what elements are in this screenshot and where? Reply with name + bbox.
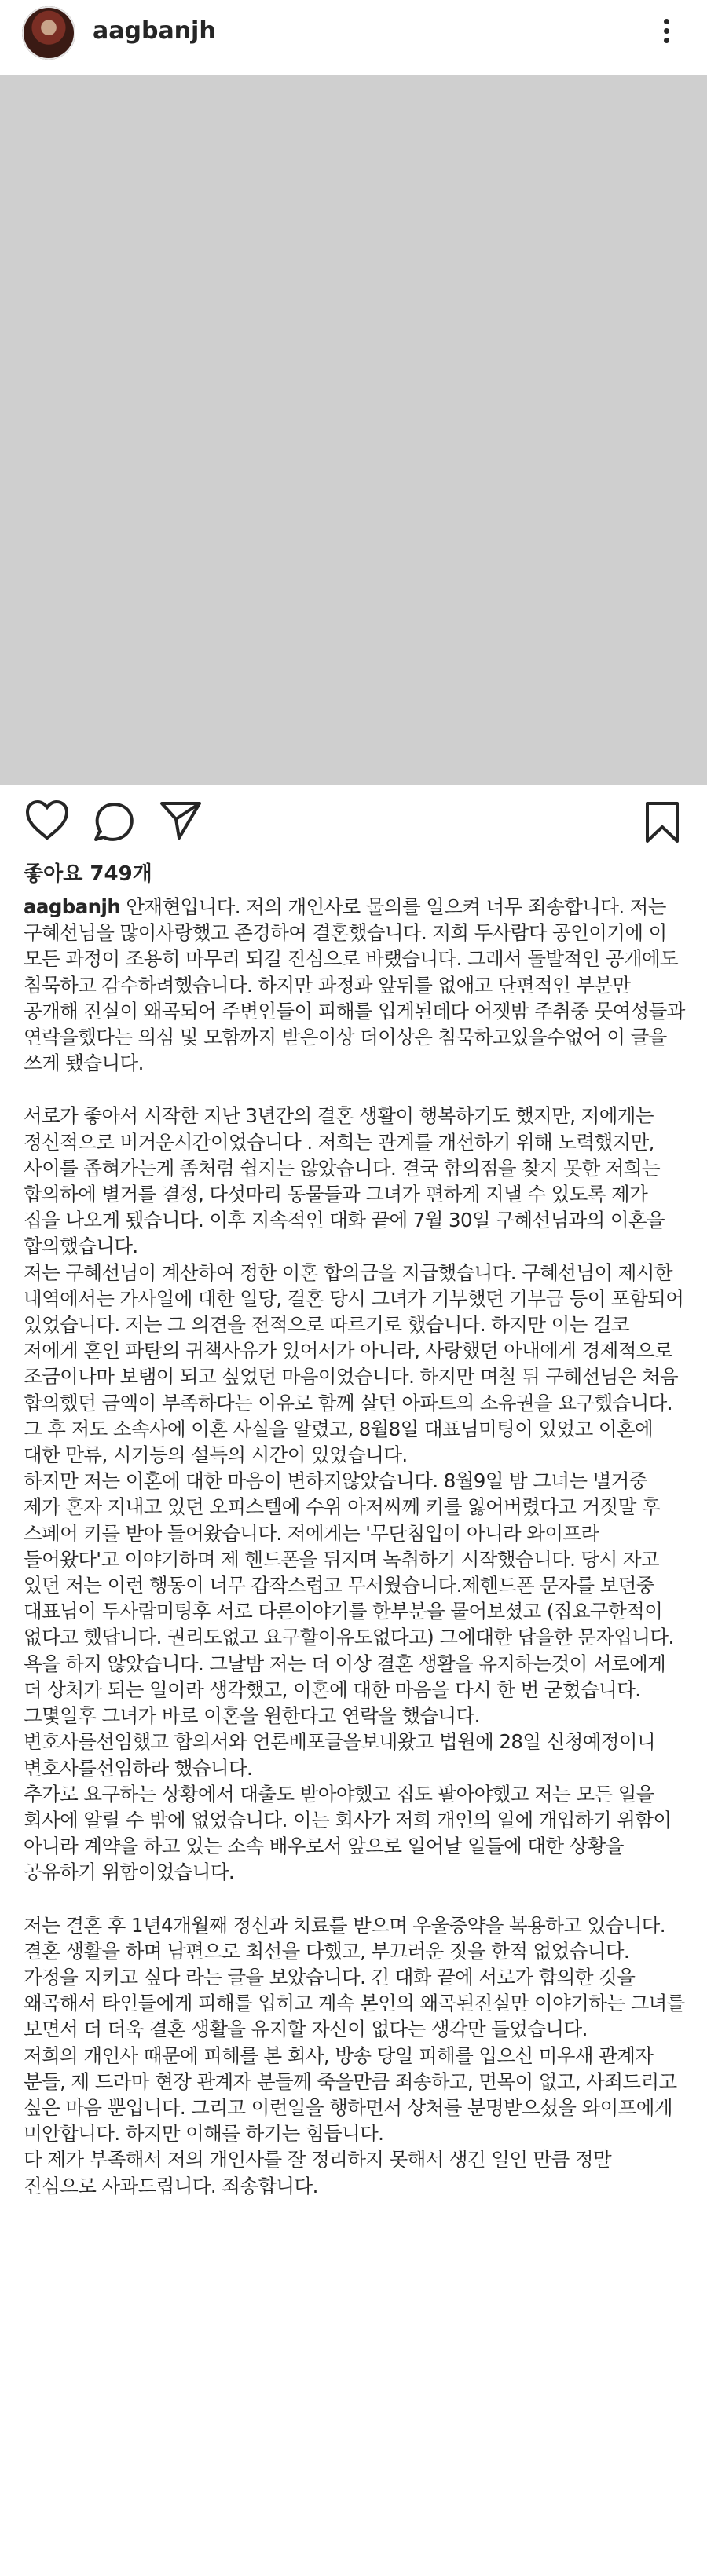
like-count[interactable]: 좋아요 749개 (24, 862, 152, 886)
caption-paragraph: 변호사를선임했고 합의서와 언론배포글을보내왔고 법원에 28일 신청예정이니 변호사를선임하라 했습니다. (24, 1730, 656, 1780)
share-icon[interactable] (159, 800, 203, 841)
post-image[interactable] (0, 75, 707, 785)
caption-paragraph: 그몇일후 그녀가 바로 이혼을 원한다고 연락을 했습니다. (24, 1704, 480, 1728)
caption-intro: 안재현입니다. 저의 개인사로 물의를 일으켜 너무 죄송합니다. 저는 구혜선님을 많이사랑했고 존경하여 결혼했습니다. 저희 두사람다 공인이기에 이 모든 과정이 조용히 마무리 되길 진심으로 바랬습니다. 그래서 돌발적인 공개에도 침묵하고 감수하려했습니다. 하지만 과정과 앞뒤를 없애고 단편적인 부분만 공개해 진실이 왜곡되어 주변인들이 피해를 입게된데다 어젯밤 주취중 뭇여성들과 연락을했다는 의심 및 모함까지 받은이상 더이상은 침묵하고있을수없어 이 글을 쓰게 됐습니다. (24, 895, 685, 1075)
caption-paragraph: 추가로 요구하는 상황에서 대출도 받아야했고 집도 팔아야했고 저는 모든 일을 회사에 알릴 수 밖에 없었습니다. 이는 회사가 저희 개인의 일에 개입하기 위함이 아니라 계약을 하고 있는 소속 배우로서 앞으로 일어날 일들에 대한 상황을 공유하기 위함이었습니다. (24, 1782, 672, 1884)
avatar[interactable] (22, 6, 75, 60)
caption-paragraph: 저는 구혜선님이 계산하여 정한 이혼 합의금을 지급했습니다. 구혜선님이 제시한 내역에서는 가사일에 대한 일당, 결혼 당시 그녀가 기부했던 기부금 등이 포함되어 있었습니다. 저는 그 의견을 전적으로 따르기로 했습니다. 하지만 이는 결코 저에게 혼인 파탄의 귀책사유가 있어서가 아니라, 사랑했던 아내에게 경제적으로 조금이나마 보탬이 되고 싶었던 마음이었습니다. 하지만 며칠 뒤 구혜선님은 처음 합의했던 금액이 부족하다는 이유로 함께 살던 아파트의 소유권을 요구했습니다. (24, 1261, 684, 1414)
post-caption (24, 894, 687, 2199)
caption-username[interactable]: aagbanjh (24, 895, 121, 918)
caption-paragraph: 서로가 좋아서 시작한 지난 3년간의 결혼 생활이 행복하기도 했지만, 저에게는 정신적으로 버거운시간이었습니다 . 저희는 관계를 개선하기 위해 노력했지만, 사이를 좁혀가는게 좀처럼 쉽지는 않았습니다. 결국 합의점을 찾지 못한 저희는 합의하에 별거를 결정, 다섯마리 동물들과 그녀가 편하게 지낼 수 있도록 제가 집을 나오게 됐습니다. 이후 지속적인 대화 끝에 7월 30일 구혜선님과의 이혼을 합의했습니다. (24, 1104, 665, 1258)
caption-paragraph: 그 후 저도 소속사에 이혼 사실을 알렸고, 8월8일 대표님미팅이 있었고 이혼에 대한 만류, 시기등의 설득의 시간이 있었습니다. (24, 1417, 654, 1467)
post-header (0, 0, 707, 75)
caption-paragraph: 하지만 저는 이혼에 대한 마음이 변하지않았습니다. 8월9일 밤 그녀는 별거중 제가 혼자 지내고 있던 오피스텔에 수위 아저씨께 키를 잃어버렸다고 거짓말 후 스페어 키를 받아 들어왔습니다. 저에게는 '무단침입이 아니라 와이프라 들어왔다'고 이야기하며 제 핸드폰을 뒤지며 녹취하기 시작했습니다. 당시 자고 있던 저는 이런 행동이 너무 갑작스럽고 무서웠습니다.제핸드폰 문자를 보던중 대표님이 두사람미팅후 서로 다른이야기를 한부분을 물어보셨고 (집요구한적이 없다고 했답니다. 권리도없고 요구할이유도없다고) 그에대한 답을한 문자입니다. 욕을 하지 않았습니다. 그날밤 저는 더 이상 결혼 생활을 유지하는것이 서로에게 더 상처가 되는 일이라 생각했고, 이혼에 대한 마음을 다시 한 번 굳혔습니다. (24, 1469, 674, 1701)
caption-paragraph: 저는 결혼 후 1년4개월째 정신과 치료를 받으며 우울증약을 복용하고 있습니다. 결혼 생활을 하며 남편으로 최선을 다했고, 부끄러운 짓을 한적 없었습니다. 가정을 지키고 싶다 라는 글을 보았습니다. 긴 대화 끝에 서로가 합의한 것을 왜곡해서 타인들에게 피해를 입히고 계속 본인의 왜곡된진실만 이야기하는 그녀를 보면서 더 더욱 결혼 생활을 유지할 자신이 없다는 생각만 들었습니다. (24, 1913, 685, 2041)
more-options-icon[interactable] (650, 16, 682, 50)
caption-paragraph: 저희의 개인사 때문에 피해를 본 회사, 방송 당일 피해를 입으신 미우새 관계자 분들, 제 드라마 현장 관계자 분들께 죽을만큼 죄송하고, 면목이 없고, 사죄드리고 싶은 마음 뿐입니다. 그리고 이런일을 행하면서 상처를 분명받으셨을 와이프에게 미안합니다. 하지만 이해를 하기는 힘듭니다. (24, 2044, 677, 2146)
bookmark-icon[interactable] (644, 800, 680, 844)
comment-icon[interactable] (93, 800, 135, 843)
heart-icon[interactable] (25, 800, 69, 841)
caption-paragraph: 다 제가 부족해서 저의 개인사를 잘 정리하지 못해서 생긴 일인 만큼 정말 진심으로 사과드립니다. 죄송합니다. (24, 2148, 612, 2197)
action-bar (0, 789, 707, 860)
header-username[interactable]: aagbanjh (93, 17, 216, 45)
